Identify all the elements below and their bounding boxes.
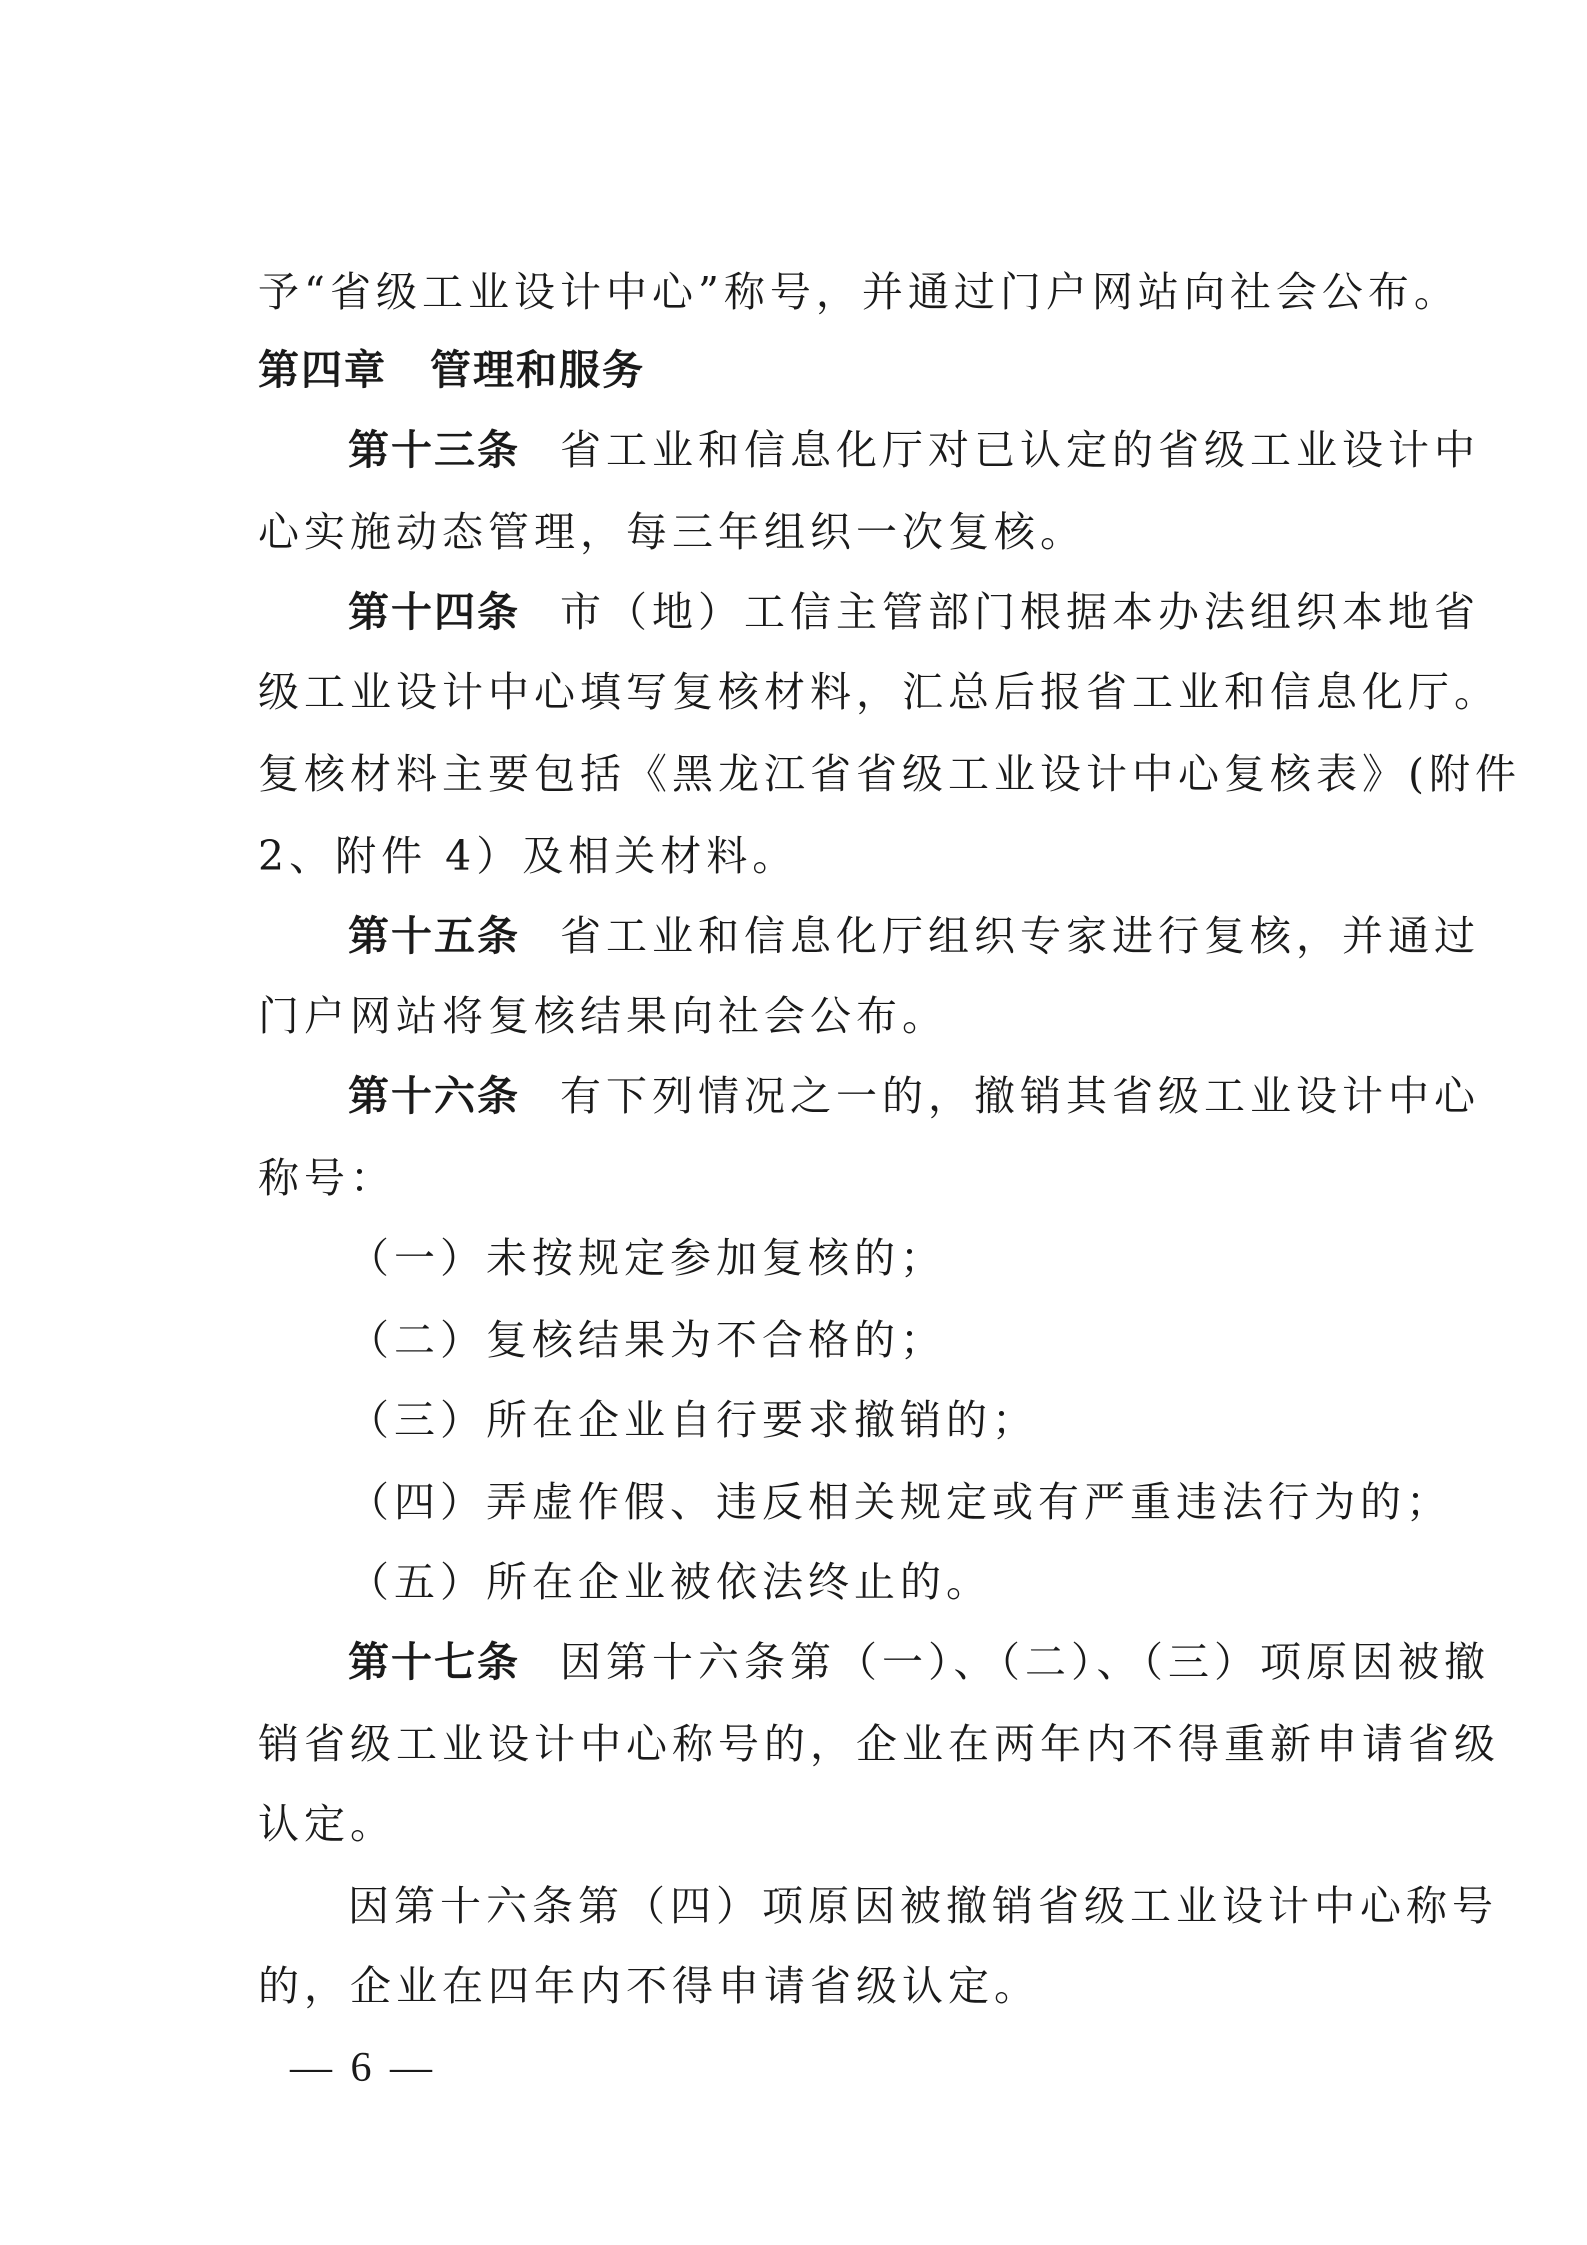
list-item: （一）未按规定参加复核的； xyxy=(348,1234,946,1282)
chapter-heading: 第四章 管理和服务 xyxy=(258,346,645,394)
text-line: 复核材料主要包括《黑龙江省省级工业设计中心复核表》(附件 xyxy=(258,750,1521,798)
text-line: 门户网站将复核结果向社会公布。 xyxy=(258,992,948,1040)
list-item: （二）复核结果为不合格的； xyxy=(348,1316,946,1364)
text-line: 2、附件 4）及相关材料。 xyxy=(258,832,799,880)
text-line: 省工业和信息化厅对已认定的省级工业设计中 xyxy=(560,426,1480,474)
text-line: 销省级工业设计中心称号的，企业在两年内不得重新申请省级 xyxy=(258,1720,1500,1768)
text-line: 认定。 xyxy=(258,1800,396,1848)
article-label: 第十五条 xyxy=(348,912,520,960)
article-label: 第十六条 xyxy=(348,1072,520,1120)
article-13 xyxy=(348,420,1480,480)
text-line: 市（地）工信主管部门根据本办法组织本地省 xyxy=(560,588,1480,636)
article-label: 第十三条 xyxy=(348,426,520,474)
article-16 xyxy=(348,1066,1480,1126)
text-line: 级工业设计中心填写复核材料，汇总后报省工业和信息化厅。 xyxy=(258,668,1500,716)
text-line: 有下列情况之一的，撤销其省级工业设计中心 xyxy=(560,1072,1480,1120)
text-line: 因第十六条第（一）、（二）、（三）项原因被撤 xyxy=(560,1638,1490,1686)
list-item: （五）所在企业被依法终止的。 xyxy=(348,1558,992,1606)
page-number: — 6 — xyxy=(290,2045,436,2091)
text-line: 予“省级工业设计中心”称号，并通过门户网站向社会公布。 xyxy=(258,268,1460,316)
text-line: 的，企业在四年内不得申请省级认定。 xyxy=(258,1962,1040,2010)
article-17 xyxy=(348,1632,1490,1692)
text-line: 省工业和信息化厅组织专家进行复核，并通过 xyxy=(560,912,1480,960)
article-15 xyxy=(348,906,1480,966)
article-label: 第十四条 xyxy=(348,588,520,636)
text-line: 因第十六条第（四）项原因被撤销省级工业设计中心称号 xyxy=(348,1882,1498,1930)
list-item: （三）所在企业自行要求撤销的； xyxy=(348,1396,1038,1444)
article-label: 第十七条 xyxy=(348,1638,520,1686)
text-line: 称号： xyxy=(258,1154,396,1202)
list-item: （四）弄虚作假、违反相关规定或有严重违法行为的； xyxy=(348,1478,1452,1526)
text-line: 心实施动态管理，每三年组织一次复核。 xyxy=(258,508,1086,556)
article-14 xyxy=(348,582,1480,642)
